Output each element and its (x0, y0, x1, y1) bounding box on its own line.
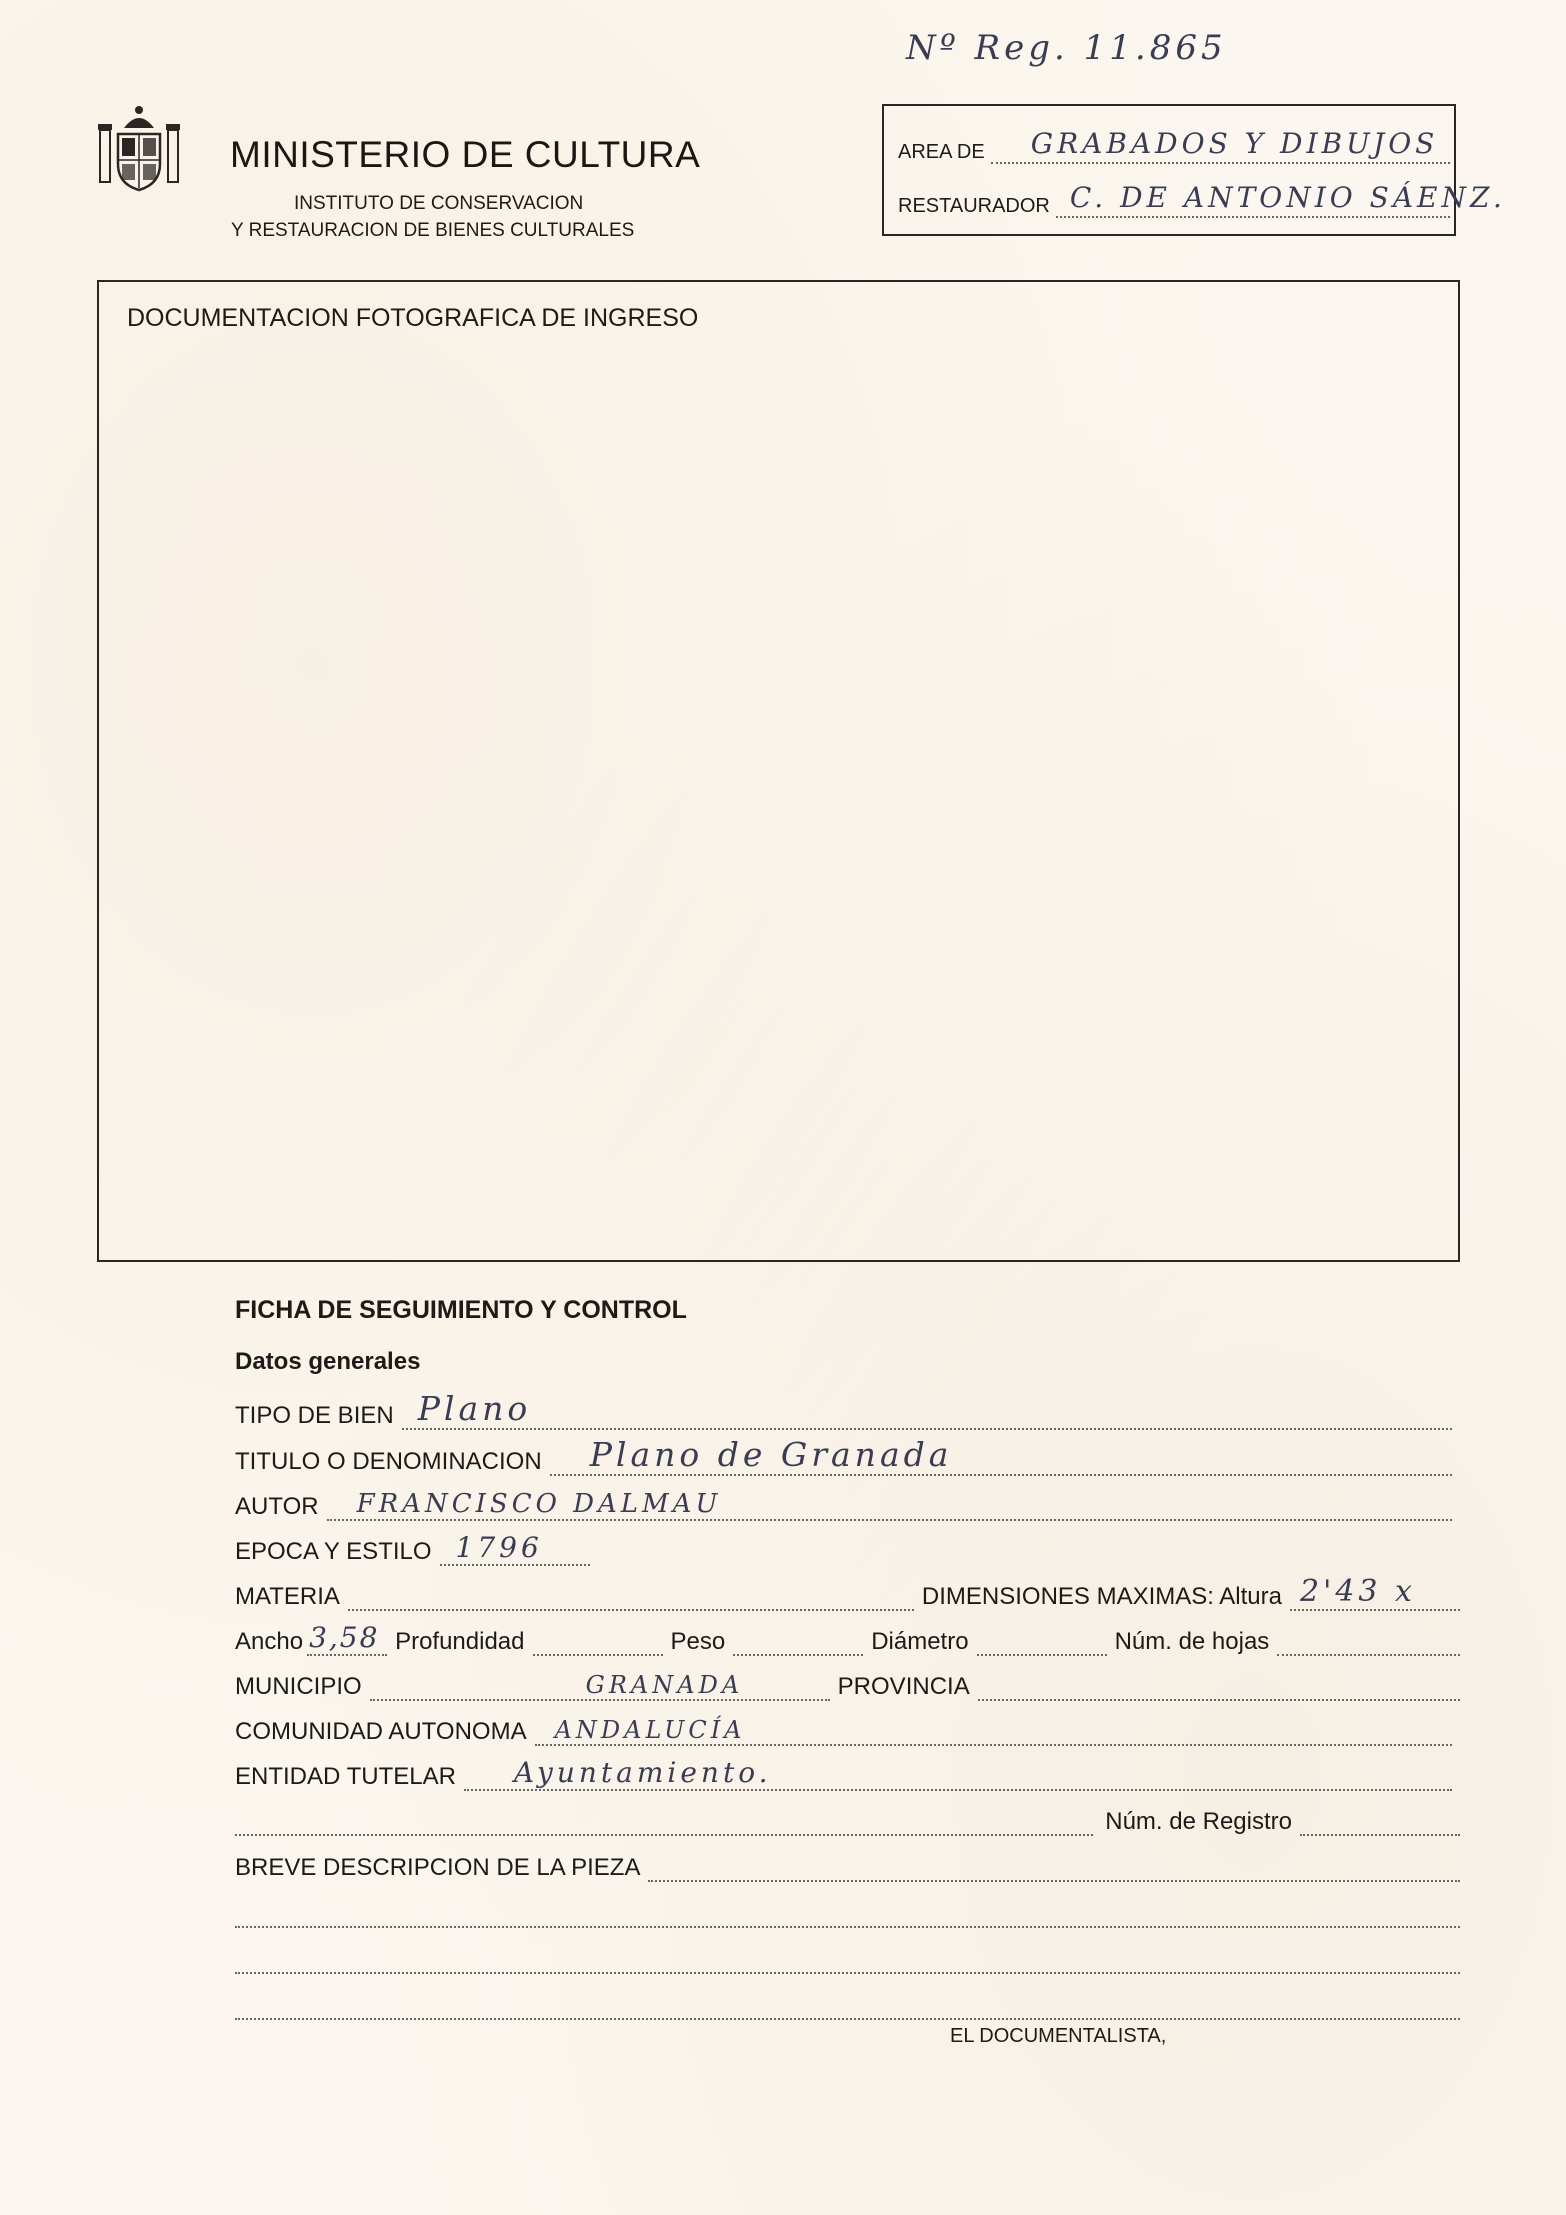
institute-line-1: INSTITUTO DE CONSERVACION (294, 193, 584, 214)
handwritten-registry-number: Nº Reg. 11.865 (906, 28, 1227, 68)
area-field (898, 127, 1450, 164)
titulo-label: TITULO O DENOMINACION (235, 1448, 542, 1475)
descripcion-line-4 (235, 1984, 1460, 2020)
area-box (882, 104, 1506, 236)
photo-documentation-box (97, 280, 1460, 1262)
entidad-row (235, 1755, 1460, 1791)
ministry-name: MINISTERIO DE CULTURA (230, 134, 701, 175)
area-value: GRABADOS Y DIBUJOS (1030, 127, 1439, 160)
registro-label: Núm. de Registro (1105, 1808, 1292, 1835)
restaurador-label: RESTAURADOR (898, 195, 1050, 217)
titulo-row (235, 1435, 1460, 1476)
autor-value: FRANCISCO DALMAU (356, 1489, 722, 1519)
epoca-value: 1796 (455, 1531, 543, 1564)
tipo-value: Plano (417, 1389, 532, 1428)
epoca-label: EPOCA Y ESTILO (235, 1538, 432, 1565)
municipio-label: MUNICIPIO (235, 1673, 362, 1700)
form-subtitle: Datos generales (235, 1348, 421, 1375)
peso-label: Peso (670, 1628, 726, 1655)
municipio-value: GRANADA (585, 1671, 744, 1699)
autor-label: AUTOR (235, 1493, 319, 1520)
descripcion-line-3 (235, 1938, 1460, 1974)
tipo-label: TIPO DE BIEN (235, 1402, 394, 1429)
diametro-label: Diámetro (871, 1628, 969, 1655)
municipio-row (235, 1665, 1460, 1701)
institute-line-2: Y RESTAURACION DE BIENES CULTURALES (231, 220, 635, 241)
autor-row (235, 1485, 1460, 1521)
comunidad-label: COMUNIDAD AUTONOMA (235, 1718, 527, 1745)
altura-value: 2'43 x (1300, 1574, 1416, 1609)
profundidad-label: Profundidad (395, 1628, 525, 1655)
descripcion-label: BREVE DESCRIPCION DE LA PIEZA (235, 1854, 641, 1881)
photo-section-title: DOCUMENTACION FOTOGRAFICA DE INGRESO (127, 304, 699, 332)
restaurador-field (898, 181, 1506, 218)
ancho-value: 3,58 (309, 1621, 380, 1654)
materia-label: MATERIA (235, 1583, 340, 1610)
comunidad-value: ANDALUCÍA (554, 1716, 746, 1744)
comunidad-row (235, 1710, 1460, 1746)
registro-row (235, 1800, 1460, 1836)
hojas-label: Núm. de hojas (1114, 1628, 1270, 1655)
entidad-value: Ayuntamiento. (513, 1756, 772, 1789)
documentalista-signature-label: EL DOCUMENTALISTA, (950, 2025, 1167, 2047)
descripcion-row (235, 1846, 1460, 1882)
epoca-row (235, 1530, 1460, 1566)
ancho-row (235, 1620, 1460, 1656)
restaurador-value: C. DE ANTONIO SÁENZ. (1069, 181, 1506, 214)
titulo-value: Plano de Granada (589, 1435, 953, 1474)
tipo-row (235, 1389, 1460, 1430)
materia-row (235, 1575, 1460, 1611)
descripcion-line-2 (235, 1892, 1460, 1928)
entidad-label: ENTIDAD TUTELAR (235, 1763, 456, 1790)
form-title: FICHA DE SEGUIMIENTO Y CONTROL (235, 1296, 687, 1324)
ancho-label: Ancho (235, 1628, 304, 1655)
coat-of-arms-icon (96, 104, 182, 194)
provincia-label: PROVINCIA (837, 1673, 970, 1700)
area-label: AREA DE (898, 141, 985, 163)
dimensiones-label: DIMENSIONES MAXIMAS: Altura (921, 1583, 1282, 1610)
